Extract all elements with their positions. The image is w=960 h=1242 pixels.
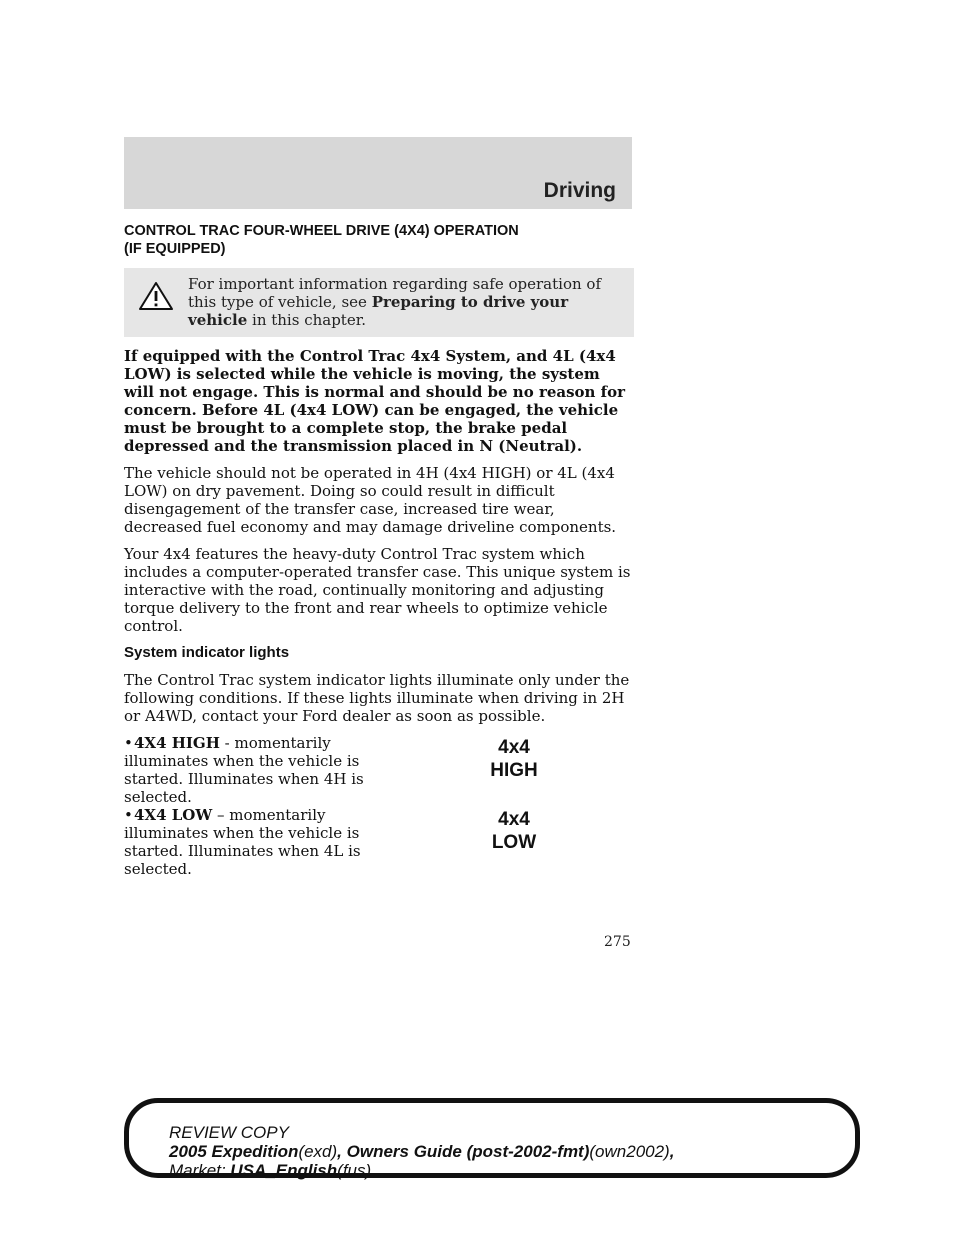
indicator-line1: 4x4	[498, 737, 530, 758]
section-heading-line1: CONTROL TRAC FOUR-WHEEL DRIVE (4X4) OPERATION	[124, 223, 519, 239]
review-guide: Owners Guide (post-2002-fmt)	[346, 1142, 590, 1161]
review-guide-code: (own2002)	[589, 1142, 670, 1161]
indicator-description	[124, 734, 374, 806]
review-model: 2005 Expedition	[169, 1142, 299, 1161]
review-sep2: ,	[669, 1142, 675, 1161]
indicator-list	[124, 734, 634, 878]
bullet: •	[124, 806, 133, 824]
warning-text-after: in this chapter.	[247, 311, 366, 329]
warning-triangle-icon	[138, 281, 174, 311]
review-market: USA_English	[230, 1161, 338, 1180]
list-item	[124, 734, 634, 806]
indicator-lights-heading: System indicator lights	[124, 644, 290, 661]
review-model-code: (exd)	[298, 1142, 338, 1161]
indicator-term: 4X4 LOW	[134, 806, 213, 824]
review-sep1: ,	[337, 1142, 347, 1161]
review-copy-model-line	[169, 1142, 674, 1161]
review-copy-text	[169, 1123, 674, 1180]
review-market-code: (fus)	[337, 1161, 372, 1180]
4x4-low-indicator-icon	[454, 808, 574, 854]
paragraph-dry-pavement: The vehicle should not be operated in 4H (4x4 HIGH) or 4L (4x4 LOW) on dry pavement. Doing so could result in difficult disengagement of the transfer case, increased tire wear, decreased fuel economy and may damage driveline components.	[124, 464, 617, 536]
warning-box	[124, 268, 634, 337]
indicator-term: 4X4 HIGH	[134, 734, 220, 752]
paragraph-engagement: If equipped with the Control Trac 4x4 System, and 4L (4x4 LOW) is selected while the vehicle is moving, the system will not engage. This is normal and should be no reason for concern. Before 4L (4x4 LOW) can be engaged, the vehicle must be brought to a complete stop, the brake pedal depressed and the transmission placed in N (Neutral).	[124, 347, 626, 455]
indicator-description	[124, 806, 374, 878]
indicator-line1: 4x4	[498, 809, 530, 830]
warning-text-before: For important information regarding safe operation of this type of vehicle, see	[188, 275, 601, 311]
indicator-desc: - momentarily illuminates when the vehicle is started. Illuminates when 4H is selected.	[124, 734, 364, 806]
review-copy-label: REVIEW COPY	[169, 1123, 289, 1142]
review-copy-box	[124, 1098, 860, 1178]
indicator-line2: HIGH	[490, 760, 538, 781]
4x4-high-indicator-icon	[454, 736, 574, 782]
chapter-header	[124, 137, 632, 209]
review-market-label: Market:	[169, 1161, 231, 1180]
indicator-line2: LOW	[491, 832, 537, 853]
paragraph-control-trac: Your 4x4 features the heavy-duty Control Trac system which includes a computer-operated transfer case. This unique system is interactive with the road, continually monitoring and adjusting torque delivery to the front and rear wheels to optimize vehicle control.	[124, 545, 631, 635]
section-heading	[124, 222, 634, 258]
page-content	[124, 222, 634, 878]
indicator-lights-intro: The Control Trac system indicator lights illuminate only under the following conditions. If these lights illuminate when driving in 2H or A4WD, contact your Ford dealer as soon as possible.	[124, 671, 630, 725]
review-copy-market-line	[169, 1161, 674, 1180]
warning-text	[188, 275, 628, 329]
warning-link: Preparing to drive your vehicle	[188, 293, 569, 329]
indicator-desc: – momentarily illuminates when the vehicle is started. Illuminates when 4L is selected.	[124, 806, 361, 878]
chapter-title: Driving	[543, 179, 616, 202]
list-item	[124, 806, 634, 878]
section-heading-line2: (IF EQUIPPED)	[124, 241, 226, 257]
page-number: 275	[604, 934, 631, 950]
bullet: •	[124, 734, 133, 752]
